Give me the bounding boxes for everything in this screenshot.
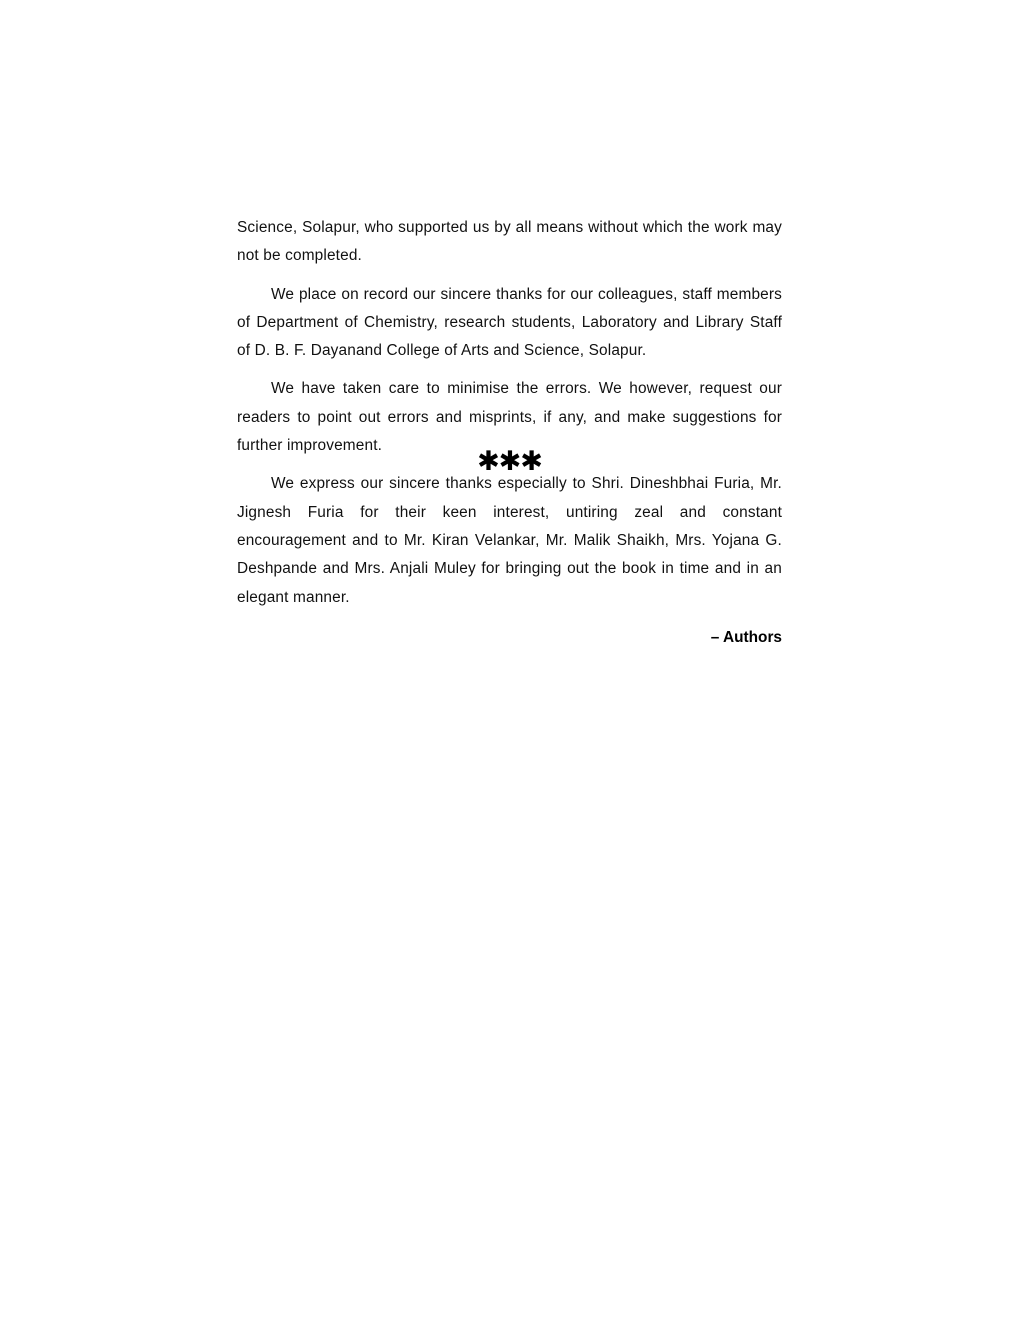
acknowledgement-text-block [237,214,782,652]
paragraph-1: Science, Solapur, who supported us by all means without which the work may not be completed. [237,219,782,265]
paragraph-4: We express our sincere thanks especially to Shri. Dineshbhai Furia, Mr. Jignesh Furia for their keen interest, untiring zeal and constant encouragement and to Mr. Kiran Velankar, Mr. Malik Shaikh, Mrs. Yojana G. Deshpande and Mrs. Anjali Muley for bringing out the book in time and in an elegant manner. [237,475,782,606]
paragraph-3: We have taken care to minimise the errors. We however, request our readers to point out errors and misprints, if any, and make suggestions for further improvement. [237,380,782,455]
authors-signature: – Authors [710,628,782,646]
ornament-asterisks: ✱✱✱ [477,446,542,477]
paragraph-2: We place on record our sincere thanks for our colleagues, staff members of Department of Chemistry, research students, Laboratory and Library Staff of D. B. F. Dayanand College of Arts and Science, Solapur. [237,285,782,360]
